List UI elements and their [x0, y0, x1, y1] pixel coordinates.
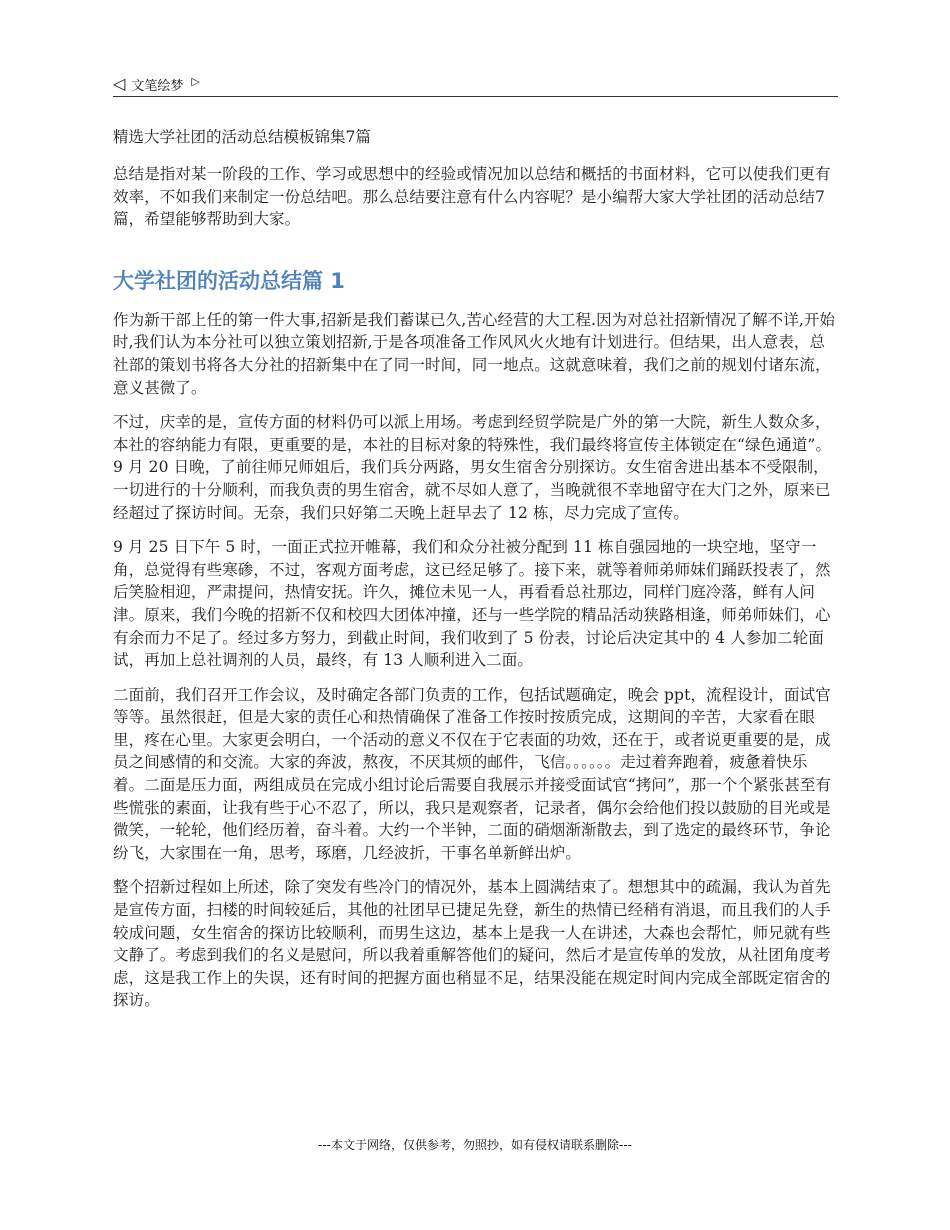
- triangle-right-icon: ▷: [191, 74, 200, 88]
- page-header: [113, 72, 838, 97]
- paragraph: 整个招新过程如上所述，除了突发有些冷门的情况外，基本上圆满结束了。想想其中的疏漏，我认为首先是宣传方面，扫楼的时间较延后，其他的社团早已捷足先登，新生的热情已经稍有消退，而且我们的人手较成问题，女生宿舍的探访比较顺利，而男生这边，基本上是我一人在讲述，大森也会帮忙，师兄就有些文静了。考虑到我们的名义是慰问，所以我着重解答他们的疑问，然后才是宣传单的发放，从社团角度考虑，这是我工作上的失误，还有时间的把握方面也稍显不足，结果没能在规定时间内完成全部既定宿舍的探访。: [113, 878, 831, 1010]
- paragraph: 不过，庆幸的是，宣传方面的材料仍可以派上用场。考虑到经贸学院是广外的第一大院，新生人数众多，本社的容纳能力有限，更重要的是，本社的目标对象的特殊性，我们最终将宣传主体锁定在“绿色通道”。9 月 20 日晚，了前往师兄师姐后，我们兵分两路，男女生宿舍分别探访。女生宿舍进出基本不受限制，一切进行的十分顺利，而我负责的男生宿舍，就不尽如人意了，当晚就很不幸地留守在大门之外，原来已经超过了探访时间。无奈，我们只好第二天晚上赶早去了 12 栋，尽力完成了宣传。: [113, 413, 832, 522]
- paragraph: 作为新干部上任的第一件大事,招新是我们蓄谋已久,苦心经营的大工程.因为对总社招新情况了解不详,开始时,我们认为本分社可以独立策划招新,于是各项准备工作风风火火地有计划进行。但结果，出人意表，总社部的策划书将各大分社的招新集中在了同一时间，同一地点。这就意味着，我们之前的规划付诸东流，意义甚微了。: [113, 310, 836, 397]
- brand-name: 文笔绘梦: [131, 78, 184, 94]
- paragraph: 二面前，我们召开工作会议，及时确定各部门负责的工作，包括试题确定，晚会 ppt，流程设计，面试官等等。虽然很赶，但是大家的责任心和热情确保了准备工作按时按质完成，这期间的辛苦，大家看在眼里，疼在心里。大家更会明白，一个活动的意义不仅在于它表面的功效，还在于，或者说更重要的是，成员之间感情的和交流。大家的奔波，熬夜，不厌其烦的邮件，飞信。。。。。。走过着奔跑着，疲惫着快乐着。二面是压力面，两组成员在完成小组讨论后需要自我展示并接受面试官“拷问”，那一个个紧张甚至有些慌张的素面，让我有些于心不忍了，所以，我只是观察者，记录者，偶尔会给他们投以鼓励的目光或是微笑，一轮轮，他们经历着，奋斗着。大约一个半钟，二面的硝烟渐渐散去，到了选定的最终环节，争论纷飞，大家围在一角，思考，琢磨，几经波折，干事名单新鲜出炉。: [113, 685, 832, 862]
- document-body: [113, 125, 838, 1024]
- intro-paragraph: 总结是指对某一阶段的工作、学习或思想中的经验或情况加以总结和概括的书面材料，它可以使我们更有效率，不如我们来制定一份总结吧。那么总结要注意有什么内容呢？是小编帮大家大学社团的活动总结7篇，希望能够帮助到大家。: [113, 165, 831, 229]
- triangle-left-icon: ◁: [113, 74, 126, 93]
- document-title: 精选大学社团的活动总结模板锦集7篇: [113, 128, 371, 146]
- page-footer: ---本文于网络，仅供参考，勿照抄，如有侵权请联系删除---: [318, 1138, 632, 1152]
- section-heading: 大学社团的活动总结篇 1: [113, 268, 345, 293]
- paragraph: 9 月 25 日下午 5 时，一面正式拉开帷幕，我们和众分社被分配到 11 栋自强园地的一块空地，坚守一角，总觉得有些寒碜，不过，客观方面考虑，这已经足够了。接下来，就等着师弟师妹们踊跃投表了，然后笑脸相迎，严肃提问，热情安抚。许久，摊位未见一人，再看看总社那边，同样门庭冷落，鲜有人问津。原来，我们今晚的招新不仅和校四大团体冲撞，还与一些学院的精品活动狭路相逢，师弟师妹们，心有余而力不足了。经过多方努力，到截止时间，我们收到了 5 份表，讨论后决定其中的 4 人参加二轮面试，再加上总社调剂的人员，最终，有 13 人顺利进入二面。: [113, 538, 831, 670]
